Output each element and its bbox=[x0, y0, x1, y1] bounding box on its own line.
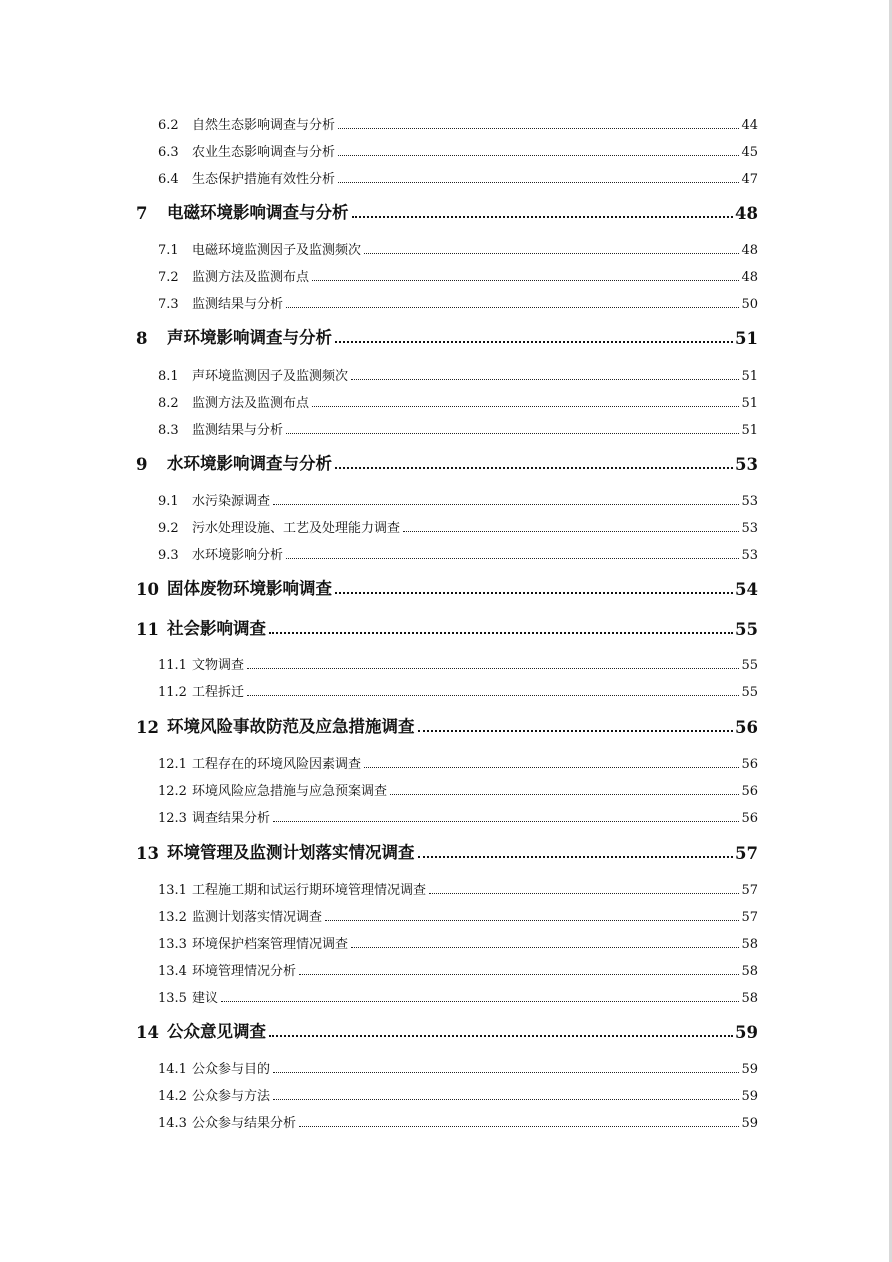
toc-entry-page-number: 59 bbox=[741, 1116, 758, 1131]
toc-section-entry[interactable] bbox=[158, 682, 758, 700]
toc-entry-page-number: 59 bbox=[735, 1023, 758, 1042]
dot-leader bbox=[335, 341, 733, 343]
dot-leader bbox=[273, 1099, 739, 1100]
toc-entry-title: 文物调查 bbox=[192, 658, 245, 673]
dot-leader bbox=[221, 1001, 739, 1002]
dot-leader bbox=[338, 155, 739, 156]
toc-section-entry[interactable] bbox=[158, 142, 758, 160]
toc-chapter-entry[interactable] bbox=[136, 326, 758, 348]
toc-entry-number: 14.1 bbox=[158, 1062, 187, 1077]
dot-leader bbox=[418, 856, 734, 858]
toc-entry-page-number: 44 bbox=[741, 118, 758, 133]
toc-chapter-entry[interactable] bbox=[136, 841, 758, 863]
toc-entry-page-number: 57 bbox=[741, 910, 758, 925]
toc-entry-page-number: 48 bbox=[741, 270, 758, 285]
toc-entry-number: 8.3 bbox=[158, 423, 179, 438]
toc-entry-title: 电磁环境影响调查与分析 bbox=[167, 203, 349, 222]
toc-entry-number: 7.2 bbox=[158, 270, 179, 285]
toc-entry-title: 生态保护措施有效性分析 bbox=[192, 172, 336, 187]
dot-leader bbox=[269, 1035, 733, 1037]
dot-leader bbox=[390, 794, 739, 795]
toc-entry-page-number: 51 bbox=[735, 329, 758, 348]
toc-entry-title: 电磁环境监测因子及监测频次 bbox=[192, 243, 362, 258]
toc-entry-title: 监测方法及监测布点 bbox=[192, 396, 310, 411]
toc-section-entry[interactable] bbox=[158, 518, 758, 536]
toc-entry-title: 社会影响调查 bbox=[167, 619, 266, 638]
toc-entry-page-number: 58 bbox=[741, 991, 758, 1006]
toc-section-entry[interactable] bbox=[158, 491, 758, 509]
toc-entry-number: 8 bbox=[136, 329, 148, 348]
toc-section-entry[interactable] bbox=[158, 545, 758, 563]
toc-section-entry[interactable] bbox=[158, 961, 758, 979]
toc-section-entry[interactable] bbox=[158, 808, 758, 826]
toc-entry-number: 6.2 bbox=[158, 118, 179, 133]
toc-entry-title: 固体废物环境影响调查 bbox=[167, 579, 332, 598]
dot-leader bbox=[403, 531, 739, 532]
toc-entry-title: 监测计划落实情况调查 bbox=[192, 910, 323, 925]
toc-section-entry[interactable] bbox=[158, 934, 758, 952]
toc-chapter-entry[interactable] bbox=[136, 715, 758, 737]
toc-entry-page-number: 56 bbox=[741, 811, 758, 826]
dot-leader bbox=[338, 182, 739, 183]
toc-section-entry[interactable] bbox=[158, 366, 758, 384]
dot-leader bbox=[286, 433, 739, 434]
toc-entry-page-number: 55 bbox=[741, 658, 758, 673]
toc-entry-page-number: 48 bbox=[741, 243, 758, 258]
toc-entry-title: 监测结果与分析 bbox=[192, 423, 284, 438]
toc-section-entry[interactable] bbox=[158, 393, 758, 411]
toc-entry-title: 公众参与方法 bbox=[192, 1089, 271, 1104]
toc-section-entry[interactable] bbox=[158, 267, 758, 285]
toc-entry-number: 14 bbox=[136, 1023, 159, 1042]
toc-chapter-entry[interactable] bbox=[136, 201, 758, 223]
toc-entry-number: 12.3 bbox=[158, 811, 187, 826]
toc-entry-title: 工程拆迁 bbox=[192, 685, 245, 700]
toc-entry-title: 环境保护档案管理情况调查 bbox=[192, 937, 349, 952]
toc-section-entry[interactable] bbox=[158, 115, 758, 133]
toc-section-entry[interactable] bbox=[158, 294, 758, 312]
toc-entry-page-number: 59 bbox=[741, 1062, 758, 1077]
toc-chapter-entry[interactable] bbox=[136, 617, 758, 639]
toc-entry-page-number: 55 bbox=[735, 620, 758, 639]
toc-section-entry[interactable] bbox=[158, 988, 758, 1006]
toc-entry-number: 9.3 bbox=[158, 548, 179, 563]
dot-leader bbox=[418, 730, 734, 732]
toc-entry-number: 7 bbox=[136, 204, 148, 223]
toc-entry-title: 环境风险事故防范及应急措施调查 bbox=[167, 717, 415, 736]
toc-entry-page-number: 56 bbox=[741, 757, 758, 772]
toc-section-entry[interactable] bbox=[158, 655, 758, 673]
dot-leader bbox=[351, 379, 739, 380]
toc-entry-page-number: 57 bbox=[741, 883, 758, 898]
dot-leader bbox=[273, 1072, 739, 1073]
toc-entry-number: 8.2 bbox=[158, 396, 179, 411]
toc-entry-page-number: 53 bbox=[741, 548, 758, 563]
toc-section-entry[interactable] bbox=[158, 907, 758, 925]
dot-leader bbox=[299, 974, 739, 975]
toc-entry-page-number: 56 bbox=[735, 718, 758, 737]
dot-leader bbox=[247, 668, 739, 669]
toc-entry-title: 监测方法及监测布点 bbox=[192, 270, 310, 285]
toc-entry-number: 12.2 bbox=[158, 784, 187, 799]
dot-leader bbox=[286, 307, 739, 308]
toc-entry-number: 13.2 bbox=[158, 910, 187, 925]
toc-entry-number: 8.1 bbox=[158, 369, 179, 384]
toc-entry-page-number: 59 bbox=[741, 1089, 758, 1104]
toc-entry-title: 公众参与结果分析 bbox=[192, 1116, 297, 1131]
toc-entry-page-number: 58 bbox=[741, 964, 758, 979]
toc-section-entry[interactable] bbox=[158, 1113, 758, 1131]
toc-entry-title: 声环境影响调查与分析 bbox=[167, 328, 332, 347]
toc-entry-number: 10 bbox=[136, 580, 159, 599]
dot-leader bbox=[273, 821, 739, 822]
dot-leader bbox=[312, 406, 739, 407]
toc-section-entry[interactable] bbox=[158, 1086, 758, 1104]
toc-entry-title: 公众参与目的 bbox=[192, 1062, 271, 1077]
toc-entry-number: 9.2 bbox=[158, 521, 179, 536]
toc-entry-number: 14.2 bbox=[158, 1089, 187, 1104]
toc-section-entry[interactable] bbox=[158, 169, 758, 187]
toc-entry-number: 13.5 bbox=[158, 991, 187, 1006]
toc-entry-title: 环境风险应急措施与应急预案调查 bbox=[192, 784, 388, 799]
toc-entry-number: 12 bbox=[136, 718, 159, 737]
toc-entry-page-number: 55 bbox=[741, 685, 758, 700]
dot-leader bbox=[338, 128, 739, 129]
toc-entry-page-number: 56 bbox=[741, 784, 758, 799]
toc-entry-page-number: 53 bbox=[741, 521, 758, 536]
toc-entry-number: 13.1 bbox=[158, 883, 187, 898]
dot-leader bbox=[364, 253, 739, 254]
dot-leader bbox=[335, 467, 733, 469]
toc-entry-title: 环境管理及监测计划落实情况调查 bbox=[167, 843, 415, 862]
toc-entry-title: 农业生态影响调查与分析 bbox=[192, 145, 336, 160]
toc-entry-number: 9 bbox=[136, 455, 148, 474]
toc-entry-page-number: 51 bbox=[741, 369, 758, 384]
toc-entry-page-number: 58 bbox=[741, 937, 758, 952]
toc-section-entry[interactable] bbox=[158, 781, 758, 799]
toc-entry-page-number: 47 bbox=[741, 172, 758, 187]
toc-chapter-entry[interactable] bbox=[136, 1020, 758, 1042]
toc-entry-title: 环境管理情况分析 bbox=[192, 964, 297, 979]
toc-entry-title: 公众意见调查 bbox=[167, 1022, 266, 1041]
toc-entry-title: 调查结果分析 bbox=[192, 811, 271, 826]
toc-entry-title: 工程存在的环境风险因素调查 bbox=[192, 757, 362, 772]
toc-entry-number: 7.3 bbox=[158, 297, 179, 312]
toc-entry-number: 7.1 bbox=[158, 243, 179, 258]
toc-entry-title: 建议 bbox=[192, 991, 219, 1006]
toc-entry-page-number: 53 bbox=[735, 455, 758, 474]
toc-entry-title: 监测结果与分析 bbox=[192, 297, 284, 312]
toc-entry-title: 水污染源调查 bbox=[192, 494, 271, 509]
dot-leader bbox=[335, 592, 733, 594]
toc-chapter-entry[interactable] bbox=[136, 452, 758, 474]
dot-leader bbox=[351, 947, 739, 948]
toc-entry-number: 9.1 bbox=[158, 494, 179, 509]
dot-leader bbox=[299, 1126, 739, 1127]
dot-leader bbox=[269, 632, 733, 634]
toc-entry-number: 13 bbox=[136, 844, 159, 863]
toc-entry-page-number: 48 bbox=[735, 204, 758, 223]
dot-leader bbox=[352, 216, 734, 218]
toc-entry-title: 工程施工期和试运行期环境管理情况调查 bbox=[192, 883, 427, 898]
toc-entry-number: 13.3 bbox=[158, 937, 187, 952]
toc-section-entry[interactable] bbox=[158, 420, 758, 438]
toc-entry-title: 自然生态影响调查与分析 bbox=[192, 118, 336, 133]
toc-entry-title: 声环境监测因子及监测频次 bbox=[192, 369, 349, 384]
dot-leader bbox=[247, 695, 739, 696]
dot-leader bbox=[429, 893, 739, 894]
toc-section-entry[interactable] bbox=[158, 754, 758, 772]
toc-entry-title: 污水处理设施、工艺及处理能力调查 bbox=[192, 521, 401, 536]
toc-entry-page-number: 54 bbox=[735, 580, 758, 599]
toc-entry-page-number: 45 bbox=[741, 145, 758, 160]
toc-entry-page-number: 51 bbox=[741, 396, 758, 411]
dot-leader bbox=[286, 558, 739, 559]
toc-entry-title: 水环境影响分析 bbox=[192, 548, 284, 563]
toc-section-entry[interactable] bbox=[158, 240, 758, 258]
toc-entry-number: 11 bbox=[136, 620, 159, 639]
toc-entry-number: 14.3 bbox=[158, 1116, 187, 1131]
toc-entry-title: 水环境影响调查与分析 bbox=[167, 454, 332, 473]
dot-leader bbox=[312, 280, 739, 281]
toc-section-entry[interactable] bbox=[158, 880, 758, 898]
toc-section-entry[interactable] bbox=[158, 1059, 758, 1077]
toc-entry-number: 13.4 bbox=[158, 964, 187, 979]
toc-entry-number: 6.4 bbox=[158, 172, 179, 187]
toc-entry-page-number: 53 bbox=[741, 494, 758, 509]
dot-leader bbox=[273, 504, 739, 505]
toc-entry-number: 11.2 bbox=[158, 685, 187, 700]
dot-leader bbox=[325, 920, 739, 921]
dot-leader bbox=[364, 767, 739, 768]
toc-entry-number: 6.3 bbox=[158, 145, 179, 160]
toc-entry-page-number: 50 bbox=[741, 297, 758, 312]
toc-entry-number: 12.1 bbox=[158, 757, 187, 772]
toc-entry-page-number: 57 bbox=[735, 844, 758, 863]
toc-entry-number: 11.1 bbox=[158, 658, 187, 673]
toc-chapter-entry[interactable] bbox=[136, 577, 758, 599]
toc-entry-page-number: 51 bbox=[741, 423, 758, 438]
